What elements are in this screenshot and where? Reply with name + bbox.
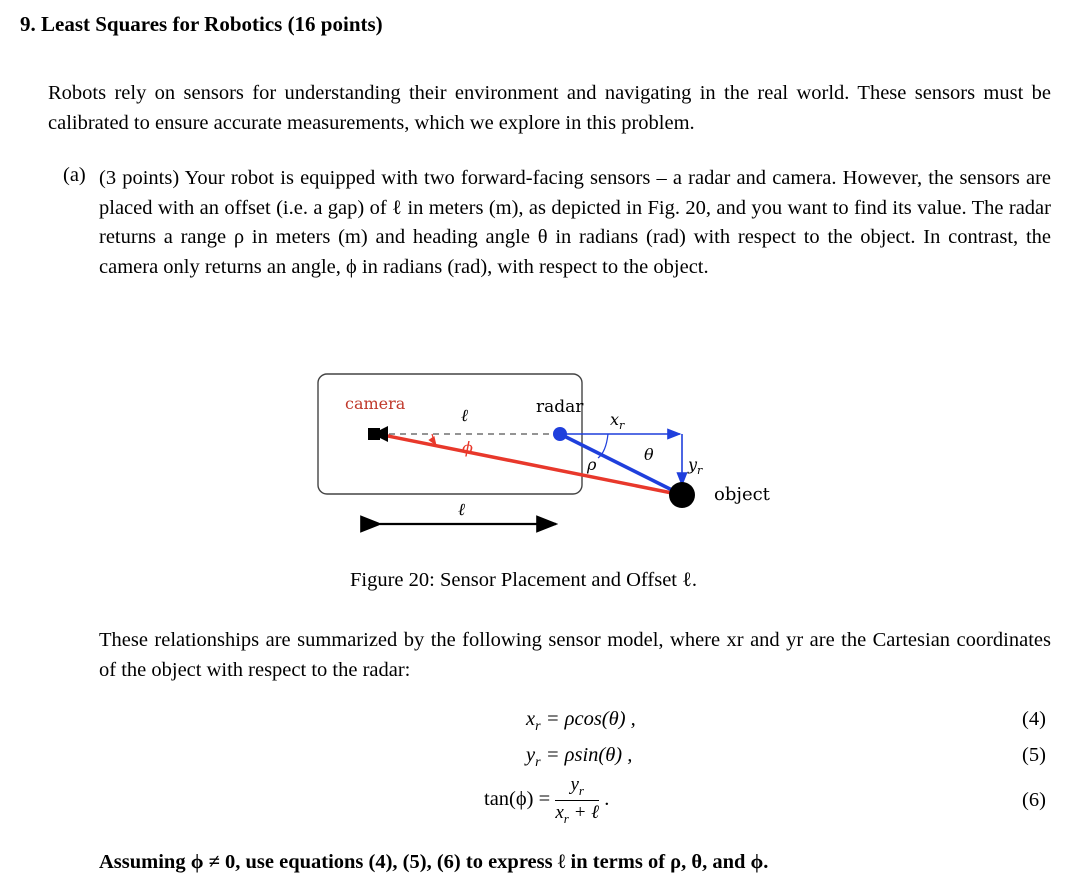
ell-top-label: ℓ (461, 406, 469, 426)
camera-icon (368, 426, 388, 442)
radar-ray (560, 434, 682, 495)
figure-caption: Figure 20: Sensor Placement and Offset ℓ. (350, 569, 698, 591)
equation-5-number: (5) (1022, 744, 1046, 766)
part-a-text: (3 points) Your robot is equipped with two forward-facing sensors – a radar and camera. However, the sensors are placed with an offset (i.e. a gap) of ℓ in meters (m), as depicted in Fig. 20, and you want to find its value. The radar returns a range ρ in meters (m) and heading angle θ in radians (rad) with respect to the object. In contrast, the camera only returns an angle, ϕ in radians (rad), with respect to the object. (99, 167, 1051, 278)
equation-5: $y_r = \rho\sin(\theta)$ , (526, 744, 633, 771)
equation-6-number: (6) (1022, 789, 1046, 811)
problem-title: 9. Least Squares for Robotics (16 points) (20, 12, 383, 36)
camera-ray (378, 434, 682, 495)
yr-label: $y_r$ (688, 455, 703, 477)
phi-label: ϕ (462, 438, 473, 457)
rho-label: ρ (587, 455, 597, 474)
equation-6-fraction: $\frac{y_r}{x_r + \ell}$ (555, 774, 600, 826)
theta-label: θ (644, 445, 654, 464)
intro-paragraph: Robots rely on sensors for understanding their environment and navigating in the real world. These sensors must be calibrated to ensure accurate measurements, which we explore in this problem. (48, 82, 1051, 134)
camera-label: camera (345, 394, 406, 413)
object-label: object (714, 484, 770, 505)
equation-6: tan(ϕ) = $\frac{y_r}{x_r + \ell}$ . (484, 774, 610, 826)
equation-4-number: (4) (1022, 708, 1046, 730)
ell-bottom-label: ℓ (458, 500, 466, 520)
equation-4: $x_r = \rho\cos(\theta)$ , (526, 708, 636, 735)
final-prompt: Assuming ϕ ≠ 0, use equations (4), (5), (6) to express ℓ in terms of ρ, θ, and ϕ. (99, 851, 769, 873)
object-dot (669, 482, 695, 508)
relations-paragraph: These relationships are summarized by the following sensor model, where xr and yr are the Cartesian coordinates of the object with respect to the radar: (99, 629, 1051, 681)
radar-dot (553, 427, 567, 441)
radar-label: radar (536, 397, 584, 417)
part-a-label: (a) (63, 164, 86, 186)
xr-label: $x_r$ (610, 410, 625, 432)
